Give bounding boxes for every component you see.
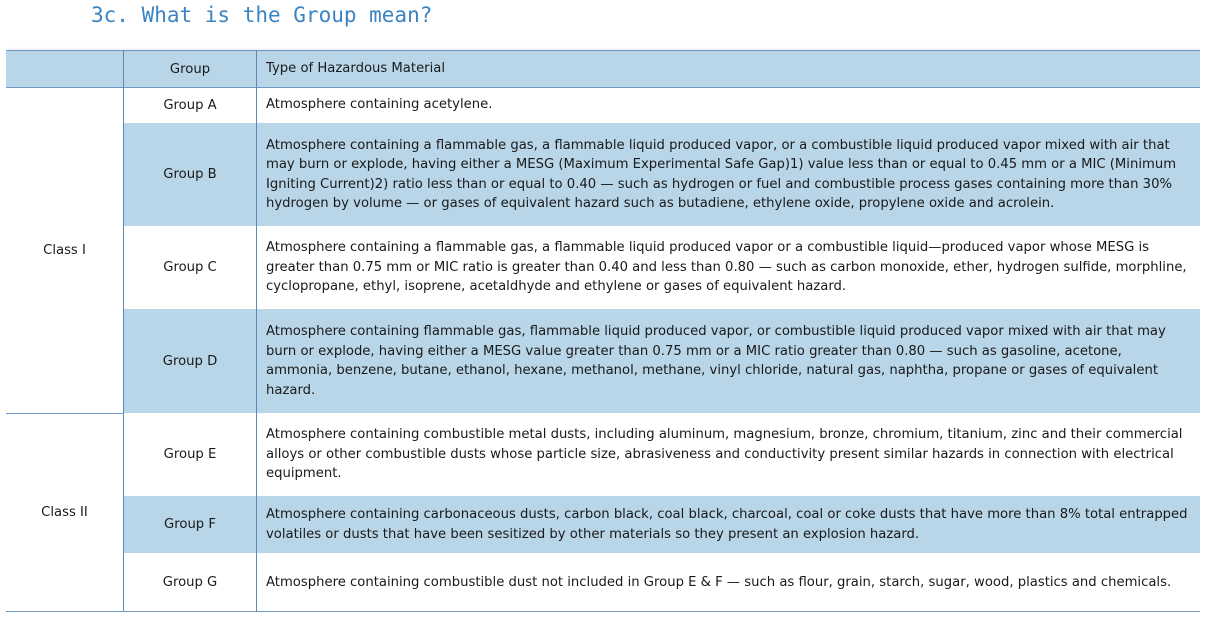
class-cell-1: Class I bbox=[6, 88, 124, 414]
page-title: 3c. What is the Group mean? bbox=[91, 3, 433, 27]
group-cell: Group D bbox=[124, 309, 257, 414]
table-row bbox=[6, 227, 1200, 309]
table-row bbox=[6, 88, 1200, 123]
header-group: Group bbox=[124, 51, 257, 88]
hazard-group-table bbox=[6, 50, 1200, 612]
desc-cell: Atmosphere containing combustible metal dusts, including aluminum, magnesium, bronze, chromium, titanium, zinc and their commercial alloys or other combustible dusts whose particle size, abrasiveness and conductivity present similar hazards in connection with electrical equipment. bbox=[266, 427, 1183, 482]
group-cell: Group A bbox=[124, 88, 257, 123]
class-cell-2: Class II bbox=[6, 414, 124, 612]
group-cell: Group C bbox=[124, 227, 257, 309]
table-row bbox=[6, 496, 1200, 554]
group-cell: Group B bbox=[124, 123, 257, 227]
table-row bbox=[6, 309, 1200, 414]
header-type: Type of Hazardous Material bbox=[266, 61, 446, 77]
desc-cell: Atmosphere containing acetylene. bbox=[266, 97, 493, 113]
desc-cell: Atmosphere containing carbonaceous dusts, carbon black, coal black, charcoal, coal or coke dusts that have more than 8% total entrapped volatiles or dusts that have been sesitized by other materials so they present an explosion hazard. bbox=[266, 507, 1188, 542]
table-row bbox=[6, 123, 1200, 227]
group-cell: Group E bbox=[124, 414, 257, 496]
table-header-row bbox=[6, 51, 1200, 88]
desc-cell: Atmosphere containing a flammable gas, a flammable liquid produced vapor, or a combustible liquid produced vapor mixed with air that may burn or explode, having either a MESG (Maximum Experimental Safe Gap)1) value less than or equal to 0.45 mm or a MIC (Minimum Igniting Current)2) ratio less than or equal to 0.40 — such as hydrogen or fuel and combustible process gases containing more than 30% hydrogen by volume — or gases of equivalent hazard such as butadiene, ethylene oxide, propylene oxide and acrolein. bbox=[266, 137, 1177, 211]
table-row bbox=[6, 414, 1200, 496]
desc-cell: Atmosphere containing a flammable gas, a flammable liquid produced vapor or a combustible liquid—produced vapor whose MESG is greater than 0.75 mm or MIC ratio is greater than 0.40 and less than 0.80 — such as carbon monoxide, ether, hydrogen sulfide, morphline, cyclopropane, ethyl, isoprene, acetaldhyde and ethylene or gases of equivalent hazard. bbox=[266, 240, 1187, 295]
group-cell: Group G bbox=[124, 554, 257, 612]
table-row bbox=[6, 554, 1200, 612]
desc-cell: Atmosphere containing flammable gas, flammable liquid produced vapor, or combustible liquid produced vapor mixed with air that may burn or explode, having either a MESG value greater than 0.75 mm or a MIC ratio greater than 0.80 — such as gasoline, acetone, ammonia, benzene, butane, ethanol, hexane, methanol, methane, vinyl chloride, natural gas, naphtha, propane or gases of equivalent hazard. bbox=[266, 324, 1166, 398]
desc-cell: Atmosphere containing combustible dust not included in Group E & F — such as flour, grain, starch, sugar, wood, plastics and chemicals. bbox=[266, 574, 1172, 590]
header-class bbox=[6, 51, 124, 88]
group-cell: Group F bbox=[124, 496, 257, 554]
